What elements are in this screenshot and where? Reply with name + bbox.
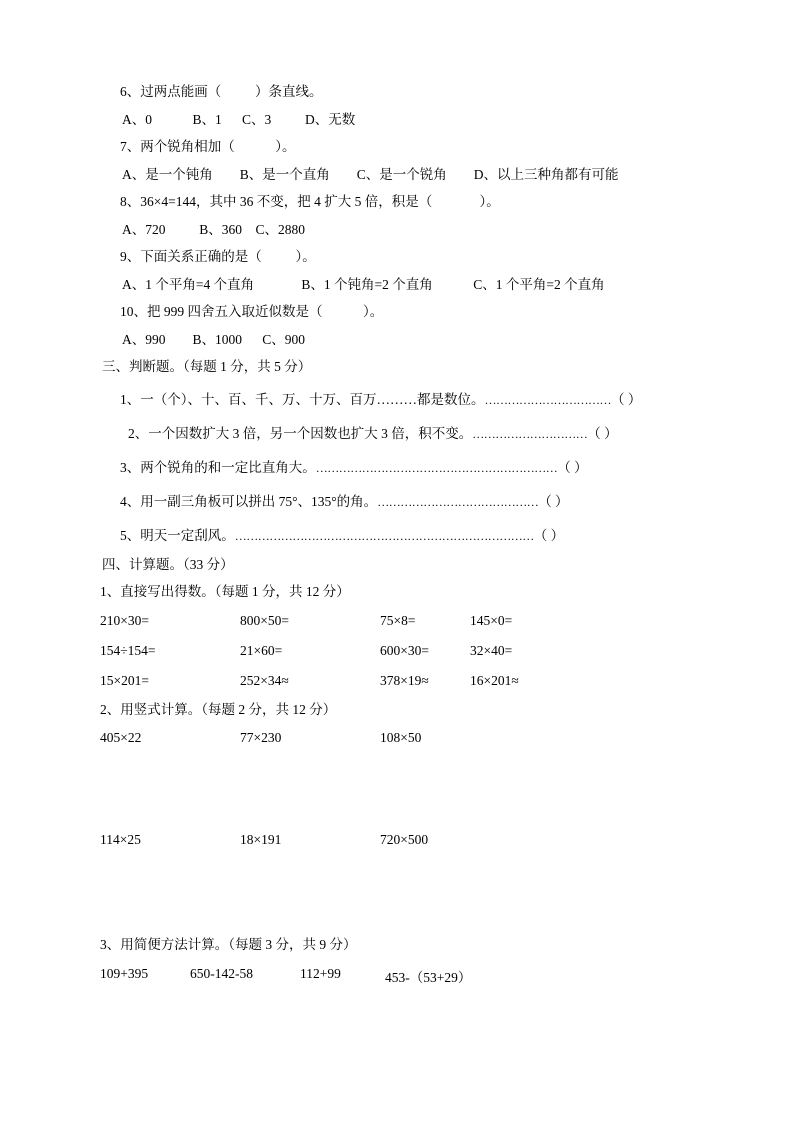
tf-item-4-text: 4、用一副三角板可以拼出 75°、135°的角。 [120,493,378,509]
calc-cell: 114×25 [100,832,141,847]
question-options-7: A、是一个钝角 B、是一个直角 C、是一个锐角 D、以上三种角都有可能 [122,166,619,182]
question-options-7-wrap [100,168,700,182]
tf-item-4-dots: …………………………………… [377,494,539,509]
tf-item-3-dots: ……………………………………………………… [315,460,558,475]
work-space-1[interactable] [100,760,700,832]
question-options-8: A、720 B、360 C、2880 [122,221,306,237]
sub1-heading-wrap [100,585,700,599]
tf-item-4-answer-box[interactable]: （ ） [538,493,569,509]
tf-item-2 [100,422,700,442]
sub2-row-2 [100,832,700,848]
tf-item-5-answer-box[interactable]: （ ） [533,527,565,543]
section-three-heading: 三、判断题。（每题 1 分，共 5 分） [102,359,312,374]
question-stem-9: 9、下面关系正确的是（ ）。 [120,249,316,264]
tf-item-5 [100,524,700,544]
calc-cell: 210×30= [100,612,149,628]
section-three-heading-wrap [100,360,700,374]
sub3-heading: 3、用简便方法计算。（每题 3 分，共 9 分） [100,937,357,952]
calc-cell: 453-（53+29） [385,969,472,985]
question-options-10: A、990 B、1000 C、900 [122,331,306,347]
question-stem-8: 8、36×4=144，其中 36 不变，把 4 扩大 5 倍，积是（ ）。 [120,194,500,209]
question-options-6: A、0 B、1 C、3 D、无数 [122,111,356,127]
tf-item-1-dots: …………………………… [484,392,611,407]
question-options-9: A、1 个平角=4 个直角 B、1 个钝角=2 个直角 C、1 个平角=2 个直角 [122,276,605,292]
work-space-2[interactable] [100,862,700,934]
sub1-row-1 [100,613,700,629]
calc-cell: 21×60= [240,642,283,658]
calc-cell: 32×40= [470,642,513,658]
question-stem-10: 10、把 999 四舍五入取近似数是（ ）。 [120,304,384,319]
question-options-10-wrap [100,333,700,347]
tf-item-1-answer-box[interactable]: （ ） [611,391,642,407]
tf-item-3 [100,456,700,476]
question-stem-6: 6、过两点能画（ ）条直线。 [120,84,323,99]
calc-cell: 800×50= [240,612,289,628]
sub1-heading: 1、直接写出得数。（每题 1 分，共 12 分） [100,584,350,599]
question-block-7 [100,140,700,154]
calc-cell: 378×19≈ [380,672,429,688]
calc-cell: 252×34≈ [240,672,289,688]
tf-item-1 [100,388,700,408]
calc-cell: 75×8= [380,612,416,628]
tf-item-1-text: 1、一（个）、十、百、千、万、十万、百万………都是数位。 [120,391,485,407]
calc-cell: 720×500 [380,832,429,847]
section-four-heading: 四、计算题。（33 分） [102,556,234,572]
tf-item-2-text: 2、一个因数扩大 3 倍，另一个因数也扩大 3 倍，积不变。 [128,425,473,441]
calc-cell: 16×201≈ [470,672,519,688]
calc-cell: 77×230 [240,730,282,745]
sub1-row-3 [100,673,700,689]
tf-item-3-answer-box[interactable]: （ ） [557,459,588,475]
calc-cell: 15×201= [100,672,149,688]
question-block-10 [100,305,700,319]
sub2-heading: 2、用竖式计算。（每题 2 分，共 12 分） [100,701,337,717]
sub3-heading-wrap [100,938,700,952]
sub2-heading-wrap [100,703,700,717]
calc-cell: 600×30= [380,642,429,658]
calc-cell: 109+395 [100,965,149,981]
question-options-8-wrap [100,223,700,237]
calc-cell: 145×0= [470,612,513,628]
sub3-row-1 [100,966,700,986]
question-options-6-wrap [100,113,700,127]
sub2-row-1 [100,730,700,746]
calc-cell: 112+99 [300,965,341,981]
calc-cell: 108×50 [380,730,422,745]
calc-cell: 650-142-58 [190,965,253,981]
tf-item-4 [100,490,700,510]
question-stem-7: 7、两个锐角相加（ ）。 [120,139,296,154]
calc-cell: 154÷154= [100,642,156,658]
calc-cell: 18×191 [240,832,282,847]
page-content [100,85,700,1000]
tf-item-2-answer-box[interactable]: （ ） [587,425,618,441]
tf-item-2-dots: ………………………… [472,426,588,441]
question-options-9-wrap [100,278,700,292]
tf-item-5-text: 5、明天一定刮风。 [120,527,235,543]
tf-item-3-text: 3、两个锐角的和一定比直角大。 [120,459,316,475]
question-block-8 [100,195,700,209]
section-four-heading-wrap [100,558,700,572]
question-block-9 [100,250,700,264]
sub1-row-2 [100,643,700,659]
calc-cell: 405×22 [100,730,142,745]
tf-item-5-dots: …………………………………………………………………… [234,528,534,543]
question-block-6 [100,85,700,99]
